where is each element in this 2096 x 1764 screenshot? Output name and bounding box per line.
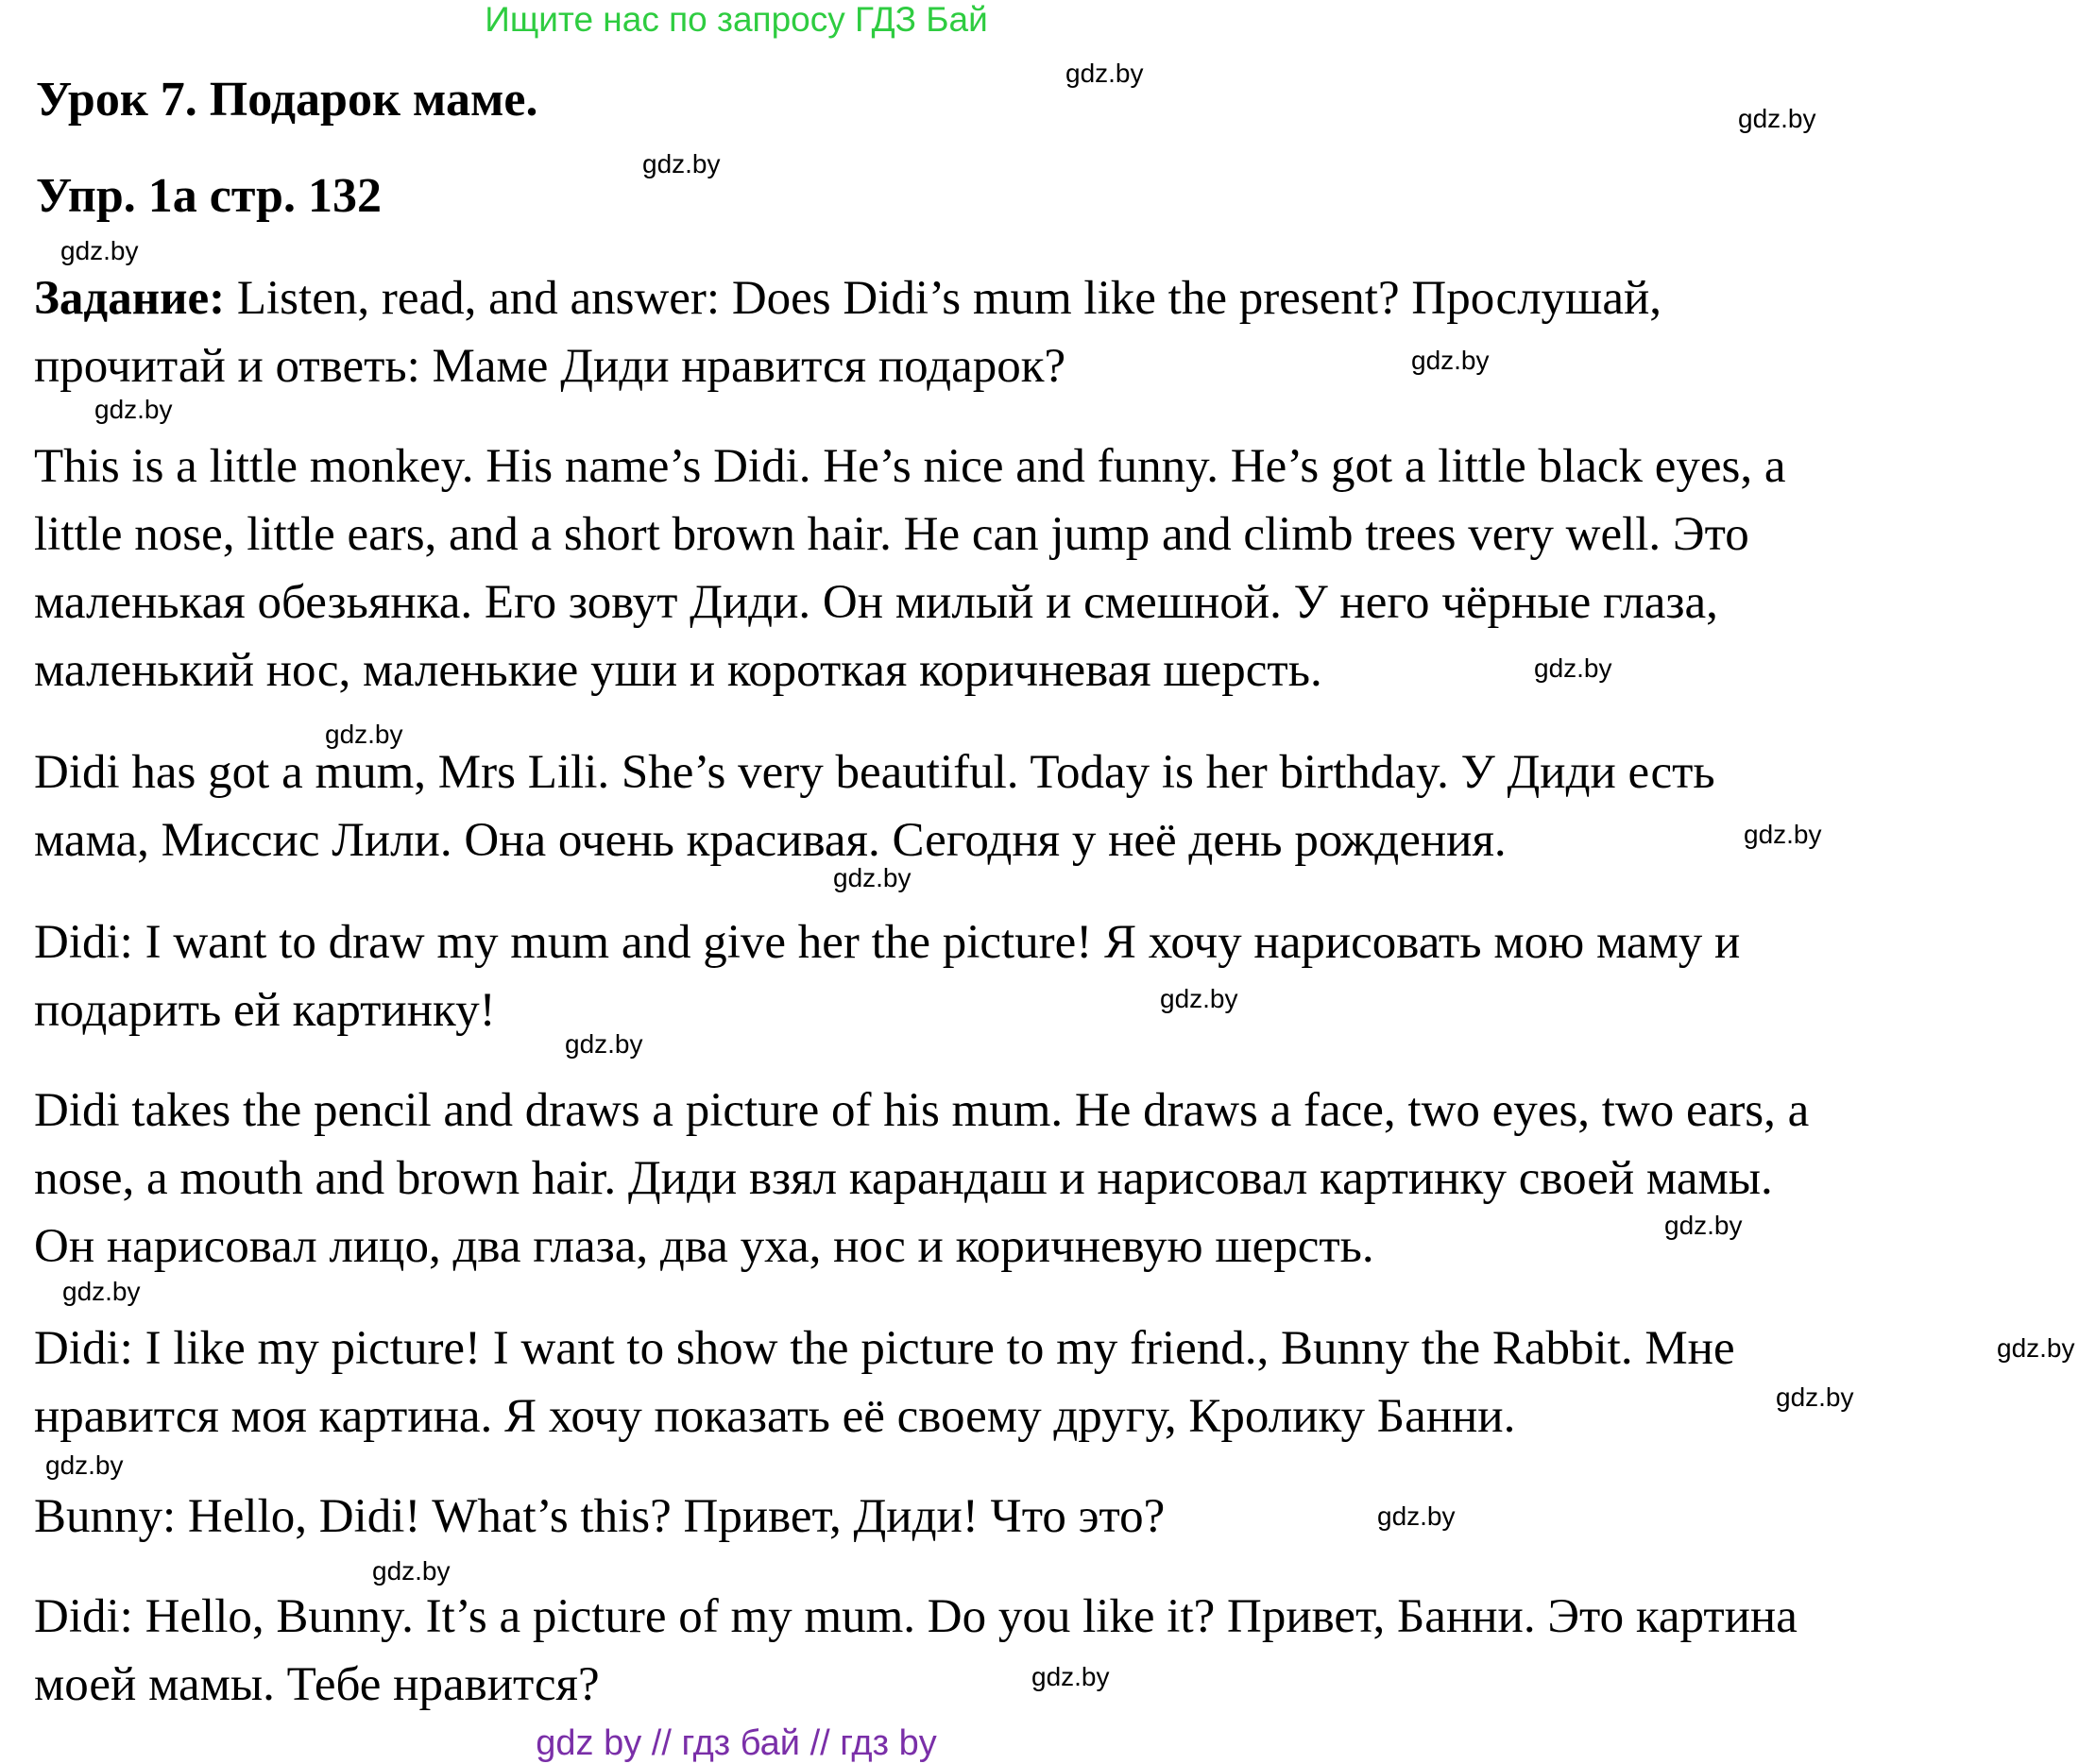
watermark: gdz.by bbox=[565, 1029, 643, 1059]
paragraph-line: Bunny: Hello, Didi! What’s this? Привет, Диди! Что это? bbox=[34, 1490, 1166, 1543]
footer-links: gdz by // гдз бай // гдз by bbox=[536, 1723, 937, 1763]
watermark: gdz.by bbox=[94, 395, 173, 424]
watermark: gdz.by bbox=[325, 720, 403, 749]
search-banner: Ищите нас по запросу ГДЗ Бай bbox=[485, 0, 988, 39]
task-block bbox=[34, 264, 2065, 400]
watermark: gdz.by bbox=[62, 1277, 141, 1306]
watermark: gdz.by bbox=[1738, 104, 1816, 133]
exercise-title: Упр. 1а стр. 132 bbox=[36, 169, 382, 223]
paragraph-mum bbox=[34, 738, 2065, 874]
watermark: gdz.by bbox=[1065, 59, 1144, 88]
watermark: gdz.by bbox=[60, 236, 139, 265]
watermark: gdz.by bbox=[1377, 1501, 1456, 1531]
paragraph-line: подарить ей картинку! bbox=[34, 984, 496, 1037]
paragraph-line: Didi has got a mum, Mrs Lili. She’s very beautiful. Today is her birthday. У Диди есть bbox=[34, 746, 1715, 799]
paragraph-line: моей мамы. Тебе нравится? bbox=[34, 1658, 600, 1711]
watermark: gdz.by bbox=[1031, 1662, 1110, 1691]
paragraph-line: Didi takes the pencil and draws a picture of his mum. He draws a face, two eyes, two ears, a bbox=[34, 1084, 1810, 1137]
paragraph-line: nose, a mouth and brown hair. Диди взял карандаш и нарисовал картинку своей мамы. bbox=[34, 1152, 1773, 1205]
paragraph-didi-hello bbox=[34, 1583, 2065, 1719]
paragraph-line: Didi: I want to draw my mum and give her the picture! Я хочу нарисовать мою маму и bbox=[34, 916, 1741, 969]
paragraph-line: Didi: I like my picture! I want to show the picture to my friend., Bunny the Rabbit. Мне bbox=[34, 1322, 1735, 1375]
watermark: gdz.by bbox=[1776, 1382, 1854, 1412]
watermark: gdz.by bbox=[45, 1450, 124, 1480]
watermark: gdz.by bbox=[1744, 820, 1822, 849]
paragraph-line: мама, Миссис Лили. Она очень красивая. Сегодня у неё день рождения. bbox=[34, 814, 1507, 867]
paragraph-line: little nose, little ears, and a short brown hair. He can jump and climb trees very well. Это bbox=[34, 508, 1749, 561]
watermark: gdz.by bbox=[1534, 653, 1612, 683]
watermark: gdz.by bbox=[1664, 1211, 1743, 1240]
task-line-1: Listen, read, and answer: Does Didi’s mum like the present? Прослушай, bbox=[225, 272, 1661, 325]
paragraph-line: Он нарисовал лицо, два глаза, два уха, нос и коричневую шерсть. bbox=[34, 1220, 1374, 1273]
paragraph-line: This is a little monkey. His name’s Didi. He’s nice and funny. He’s got a little black eyes, a bbox=[34, 440, 1786, 493]
watermark: gdz.by bbox=[372, 1556, 451, 1586]
paragraph-monkey bbox=[34, 433, 2065, 704]
task-line-2: прочитай и ответь: Маме Диди нравится подарок? bbox=[34, 340, 1066, 393]
paragraph-line: Didi: Hello, Bunny. It’s a picture of my mum. Do you like it? Привет, Банни. Это картина bbox=[34, 1590, 1798, 1643]
paragraph-line: маленький нос, маленькие уши и короткая коричневая шерсть. bbox=[34, 644, 1322, 697]
watermark: gdz.by bbox=[1997, 1333, 2075, 1363]
paragraph-line: маленькая обезьянка. Его зовут Диди. Он милый и смешной. У него чёрные глаза, bbox=[34, 576, 1718, 629]
watermark: gdz.by bbox=[1160, 984, 1238, 1013]
lesson-title: Урок 7. Подарок маме. bbox=[36, 73, 538, 127]
paragraph-didi-likes bbox=[34, 1315, 2065, 1450]
paragraph-bunny bbox=[34, 1483, 2065, 1551]
paragraph-didi-draws bbox=[34, 1077, 2065, 1281]
paragraph-didi-wants bbox=[34, 908, 2065, 1044]
watermark: gdz.by bbox=[1411, 346, 1490, 375]
task-label: Задание: bbox=[34, 272, 226, 325]
paragraph-line: нравится моя картина. Я хочу показать её своему другу, Кролику Банни. bbox=[34, 1390, 1516, 1443]
watermark: gdz.by bbox=[642, 149, 721, 178]
watermark: gdz.by bbox=[833, 863, 912, 892]
